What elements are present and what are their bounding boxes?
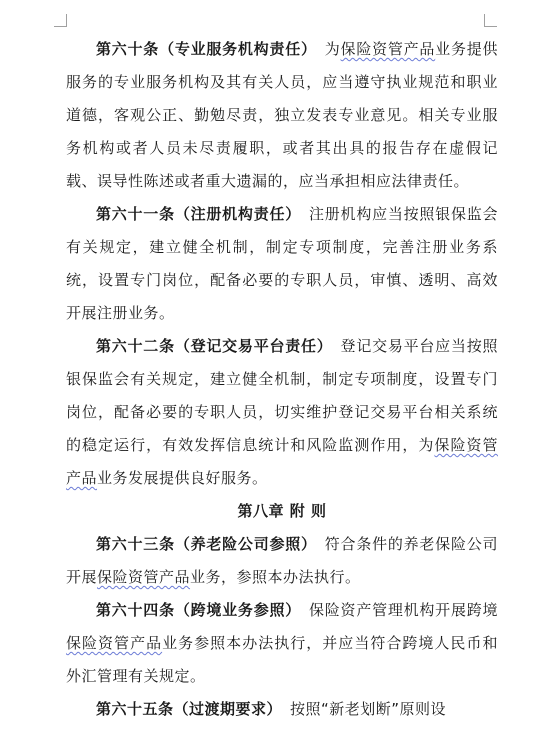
chapter-8-title: 第八章 附 则 [237,502,327,520]
article-62-text-end: 业务发展提供良好服务。 [97,469,268,487]
page-corner-mark-top-right [484,14,497,27]
article-63-text-end: 业务，参照本办法执行。 [190,568,361,586]
article-62-spellcheck-term: 保险资管产品 [66,436,498,487]
article-62-text-start: 登记交易平台应当按照银保监会有关规定，建立健全机制，制定专项制度，设置专门岗位，配备必要的专职人员，切实维护登记交易平台相关系统的稳定运行，有效发挥信息统计和风险监测作用，为 [66,337,498,454]
article-65-text: 按照“新老划断”原则设 [290,700,447,718]
article-61-text: 注册机构应当按照银保监会有关规定，建立健全机制，制定专项制度，完善注册业务系统，设置专门岗位，配备必要的专职人员，审慎、透明、高效开展注册业务。 [66,205,498,322]
article-60-text-start: 为 [324,40,341,58]
article-63-heading: 第六十三条（养老险公司参照） [96,535,317,553]
article-60 [66,33,498,198]
article-64-spellcheck-term: 保险资管产品 [66,634,163,652]
page-corner-mark-top-left [54,14,67,27]
article-63 [66,528,498,594]
article-61-heading: 第六十一条（注册机构责任） [96,205,302,223]
article-63-text-start: 符合条件的养老保险公司开展 [66,535,498,586]
article-60-heading: 第六十条（专业服务机构责任） [96,40,317,58]
article-61 [66,198,498,330]
article-64-text-start: 保险资产管理机构开展跨境 [309,601,498,619]
document-body [66,33,498,726]
article-62 [66,330,498,495]
article-64 [66,594,498,693]
article-64-text-end: 业务参照本办法执行，并应当符合跨境人民币和外汇管理有关规定。 [66,634,498,685]
article-60-text-end: 业务提供服务的专业服务机构及其有关人员，应当遵守执业规范和职业道德，客观公正、勤勉尽责，独立发表专业意见。相关专业服务机构或者人员未尽责履职，或者其出具的报告存在虚假记载、误导性陈述或者重大遗漏的，应当承担相应法律责任。 [66,40,498,190]
article-64-heading: 第六十四条（跨境业务参照） [96,601,302,619]
article-63-spellcheck-term: 保险资管产品 [97,568,191,586]
article-62-heading: 第六十二条（登记交易平台责任） [96,337,333,355]
article-65-heading: 第六十五条（过渡期要求） [96,700,283,718]
article-65 [66,693,498,726]
article-60-spellcheck-term: 保险资管产品 [340,40,436,58]
